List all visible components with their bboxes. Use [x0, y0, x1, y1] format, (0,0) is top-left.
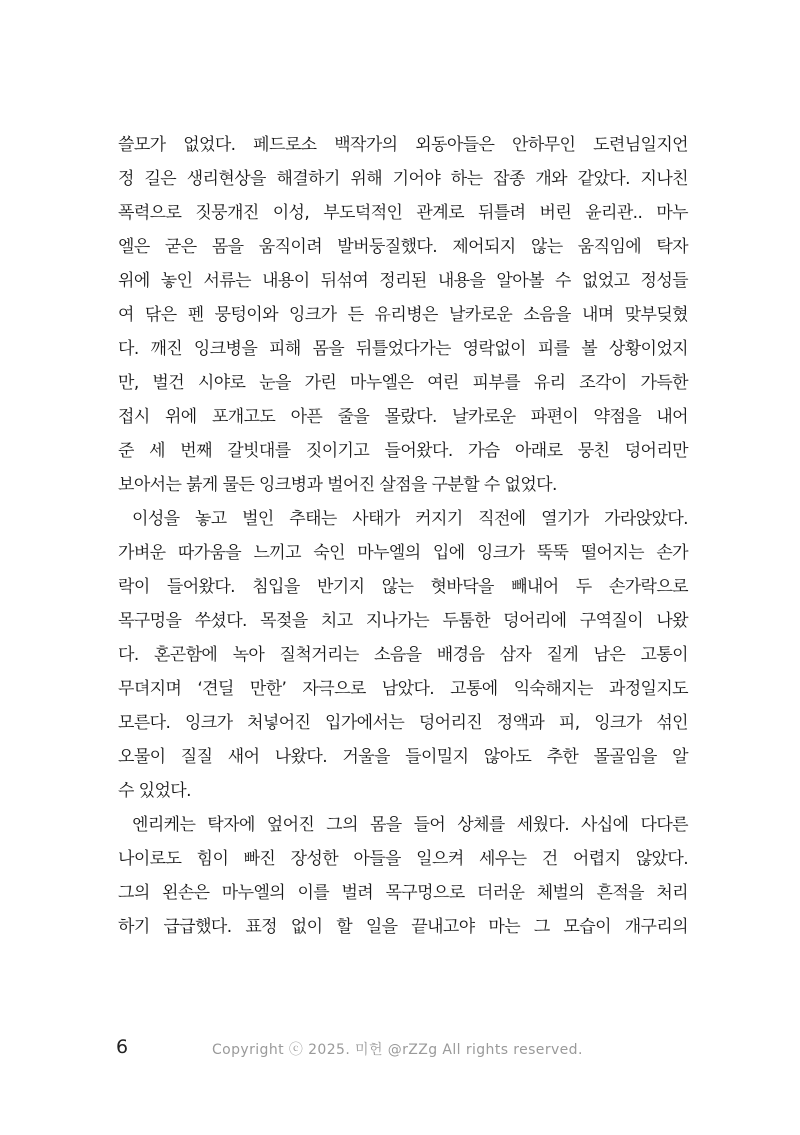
text-line: 정 길은 생리현상을 해결하기 위해 기어야 하는 잡종 개와 같았다. 지나친 [118, 169, 688, 189]
text-line: 수 있었다. [118, 781, 191, 801]
text-line: 무뎌지며 ‘견딜 만한’ 자극으로 남았다. 고통에 익숙해지는 과정일지도 [118, 679, 688, 699]
text-line: 오물이 질질 새어 나왔다. 거울을 들이밀지 않아도 추한 몰골임을 알 [118, 747, 688, 767]
text-line: 나이로도 힘이 빠진 장성한 아들을 일으켜 세우는 건 어렵지 않았다. [118, 849, 688, 869]
text-line: 여 닦은 펜 뭉텅이와 잉크가 든 유리병은 날카로운 소음을 내며 맞부딪혔 [118, 305, 688, 325]
text-line: 다. 혼곤함에 녹아 질척거리는 소음을 배경음 삼자 짙게 남은 고통이 [118, 645, 688, 665]
copyright-notice: Copyright ⓒ 2025. 미헌 @rZZg All rights reserved. [212, 1042, 583, 1058]
text-line: 락이 들어왔다. 침입을 반기지 않는 혓바닥을 빼내어 두 손가락으로 [118, 577, 688, 597]
body-text [118, 128, 688, 944]
text-line: 준 세 번째 갈빗대를 짓이기고 들어왔다. 가슴 아래로 뭉친 덩어리만 [118, 441, 688, 461]
text-line: 엔리케는 탁자에 엎어진 그의 몸을 들어 상체를 세웠다. 사십에 다다른 [132, 815, 688, 835]
text-line: 보아서는 붉게 물든 잉크병과 벌어진 살점을 구분할 수 없었다. [118, 475, 557, 495]
text-line: 엘은 굳은 몸을 움직이려 발버둥질했다. 제어되지 않는 움직임에 탁자 [118, 237, 688, 257]
text-line: 하기 급급했다. 표정 없이 할 일을 끝내고야 마는 그 모습이 개구리의 [118, 917, 688, 937]
text-line: 접시 위에 포개고도 아픈 줄을 몰랐다. 날카로운 파편이 약점을 내어 [118, 407, 688, 427]
text-line: 만, 벌건 시야로 눈을 가린 마누엘은 여린 피부를 유리 조각이 가득한 [118, 373, 688, 393]
text-line: 위에 놓인 서류는 내용이 뒤섞여 정리된 내용을 알아볼 수 없었고 정성들 [118, 271, 688, 291]
text-line: 폭력으로 짓뭉개진 이성, 부도덕적인 관계로 뒤틀려 버린 윤리관.. 마누 [118, 203, 688, 223]
text-line: 이성을 놓고 벌인 추태는 사태가 커지기 직전에 열기가 가라앉았다. [132, 509, 688, 529]
text-line: 모른다. 잉크가 처넣어진 입가에서는 덩어리진 정액과 피, 잉크가 섞인 [118, 713, 688, 733]
text-line: 목구멍을 쑤셨다. 목젖을 치고 지나가는 두툼한 덩어리에 구역질이 나왔 [118, 611, 688, 631]
text-line: 가벼운 따가움을 느끼고 숙인 마누엘의 입에 잉크가 뚝뚝 떨어지는 손가 [118, 543, 688, 563]
page-number: 6 [116, 1036, 129, 1058]
text-line: 쓸모가 없었다. 페드로소 백작가의 외동아들은 안하무인 도련님일지언 [118, 135, 688, 155]
text-line: 그의 왼손은 마누엘의 이를 벌려 목구멍으로 더러운 체벌의 흔적을 처리 [118, 883, 688, 903]
text-line: 다. 깨진 잉크병을 피해 몸을 뒤틀었다가는 영락없이 피를 볼 상황이었지 [118, 339, 688, 359]
